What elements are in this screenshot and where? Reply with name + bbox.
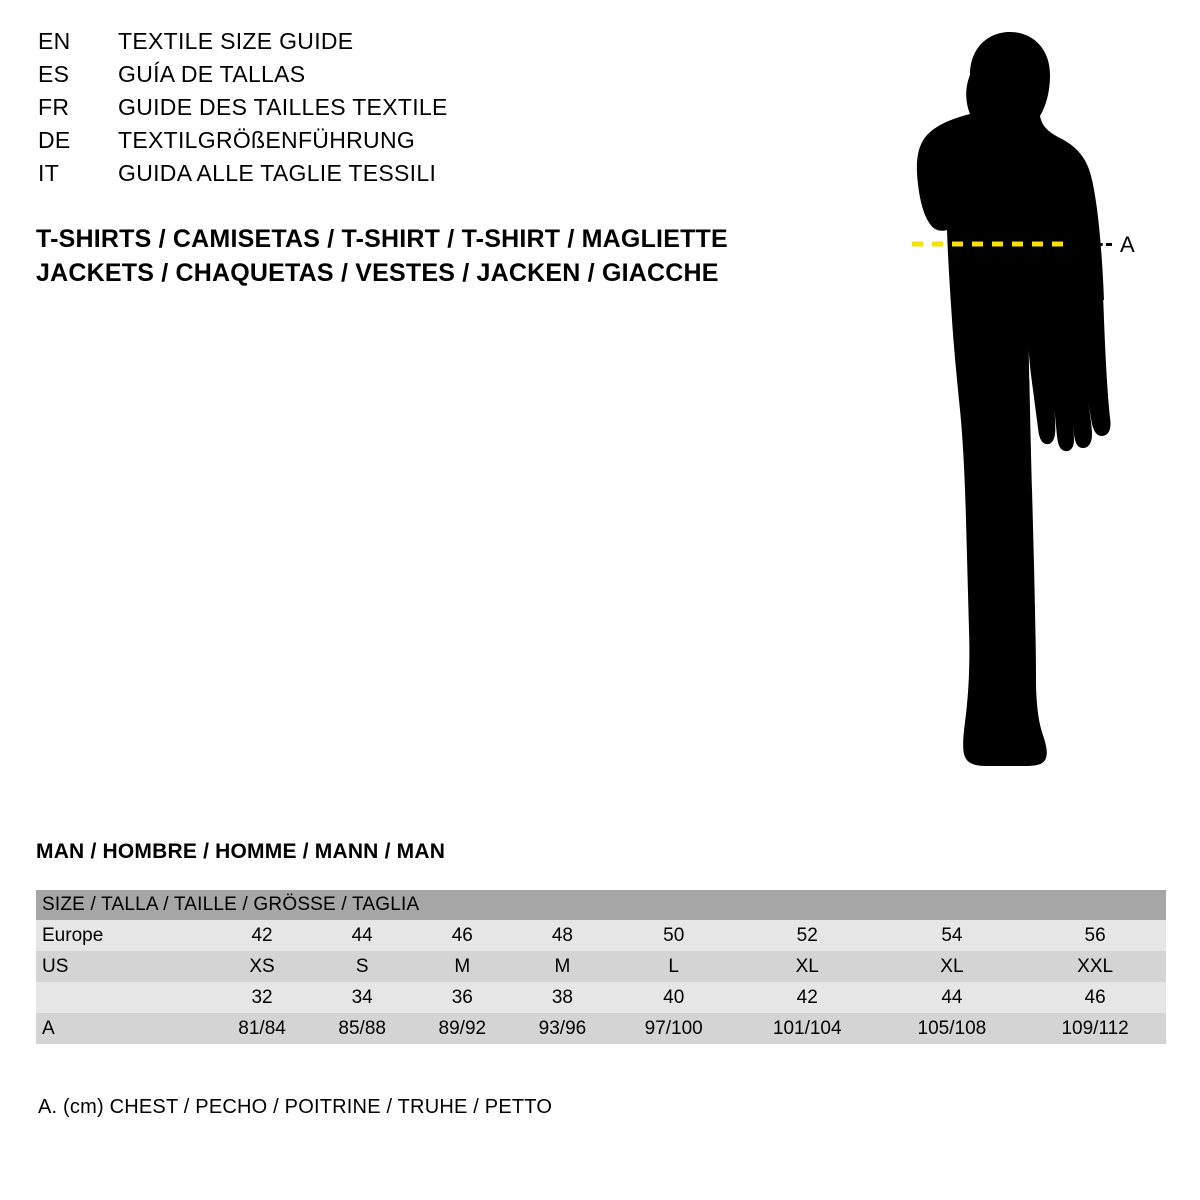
gender-heading: MAN / HOMBRE / HOMME / MANN / MAN	[36, 840, 446, 863]
table-cell: 97/100	[613, 1013, 735, 1044]
silhouette-icon	[820, 20, 1180, 800]
table-cell: XL	[735, 951, 880, 982]
language-title: TEXTILGRÖßENFÜHRUNG	[118, 127, 416, 153]
language-title: GUIDE DES TAILLES TEXTILE	[118, 94, 448, 120]
table-row	[36, 951, 1166, 982]
language-row	[38, 61, 738, 94]
row-label: US	[36, 951, 212, 982]
row-label: A	[36, 1013, 212, 1044]
man-silhouette-figure	[820, 20, 1180, 800]
language-code: EN	[38, 28, 71, 54]
table-cell: XS	[212, 951, 312, 982]
table-cell: 44	[312, 920, 412, 951]
table-cell: 40	[613, 982, 735, 1013]
footnote-chest-measure: A. (cm) CHEST / PECHO / POITRINE / TRUHE / PETTO	[38, 1096, 553, 1118]
table-cell: S	[312, 951, 412, 982]
table-cell: 42	[735, 982, 880, 1013]
size-table	[36, 890, 1166, 1044]
table-cell: 46	[1024, 982, 1166, 1013]
language-row	[38, 28, 738, 61]
table-cell: 50	[613, 920, 735, 951]
table-cell: M	[412, 951, 512, 982]
table-cell: 89/92	[412, 1013, 512, 1044]
language-code: ES	[38, 61, 70, 87]
language-header-block	[38, 28, 738, 193]
table-cell: 38	[512, 982, 612, 1013]
table-cell: 46	[412, 920, 512, 951]
table-band-title-row	[36, 890, 1166, 920]
row-label: Europe	[36, 920, 212, 951]
language-code: IT	[38, 160, 60, 186]
language-row	[38, 94, 738, 127]
table-cell: 85/88	[312, 1013, 412, 1044]
language-title: GUIDA ALLE TAGLIE TESSILI	[118, 160, 437, 186]
measure-leader-line	[1078, 243, 1112, 246]
language-code: DE	[38, 127, 71, 153]
category-block	[36, 222, 796, 290]
table-cell: M	[512, 951, 612, 982]
table-row	[36, 1013, 1166, 1044]
size-band-title: SIZE / TALLA / TAILLE / GRÖSSE / TAGLIA	[36, 890, 1166, 920]
table-cell: 54	[880, 920, 1025, 951]
language-title: TEXTILE SIZE GUIDE	[118, 28, 354, 54]
measure-label-a: A	[1120, 232, 1136, 257]
table-cell: 93/96	[512, 1013, 612, 1044]
category-tshirts: T-SHIRTS / CAMISETAS / T-SHIRT / T-SHIRT / MAGLIETTE	[36, 225, 728, 253]
table-cell: 109/112	[1024, 1013, 1166, 1044]
row-label	[36, 982, 212, 1013]
table-row	[36, 982, 1166, 1013]
table-cell: XL	[880, 951, 1025, 982]
table-cell: 34	[312, 982, 412, 1013]
table-cell: XXL	[1024, 951, 1166, 982]
category-jackets: JACKETS / CHAQUETAS / VESTES / JACKEN / GIACCHE	[36, 259, 719, 287]
table-cell: L	[613, 951, 735, 982]
table-cell: 81/84	[212, 1013, 312, 1044]
language-code: FR	[38, 94, 70, 120]
language-row	[38, 160, 738, 193]
table-cell: 105/108	[880, 1013, 1025, 1044]
table-cell: 32	[212, 982, 312, 1013]
table-cell: 44	[880, 982, 1025, 1013]
language-title: GUÍA DE TALLAS	[118, 61, 306, 87]
table-cell: 36	[412, 982, 512, 1013]
language-row	[38, 127, 738, 160]
table-row	[36, 920, 1166, 951]
table-cell: 42	[212, 920, 312, 951]
table-cell: 56	[1024, 920, 1166, 951]
table-cell: 48	[512, 920, 612, 951]
table-cell: 52	[735, 920, 880, 951]
table-cell: 101/104	[735, 1013, 880, 1044]
